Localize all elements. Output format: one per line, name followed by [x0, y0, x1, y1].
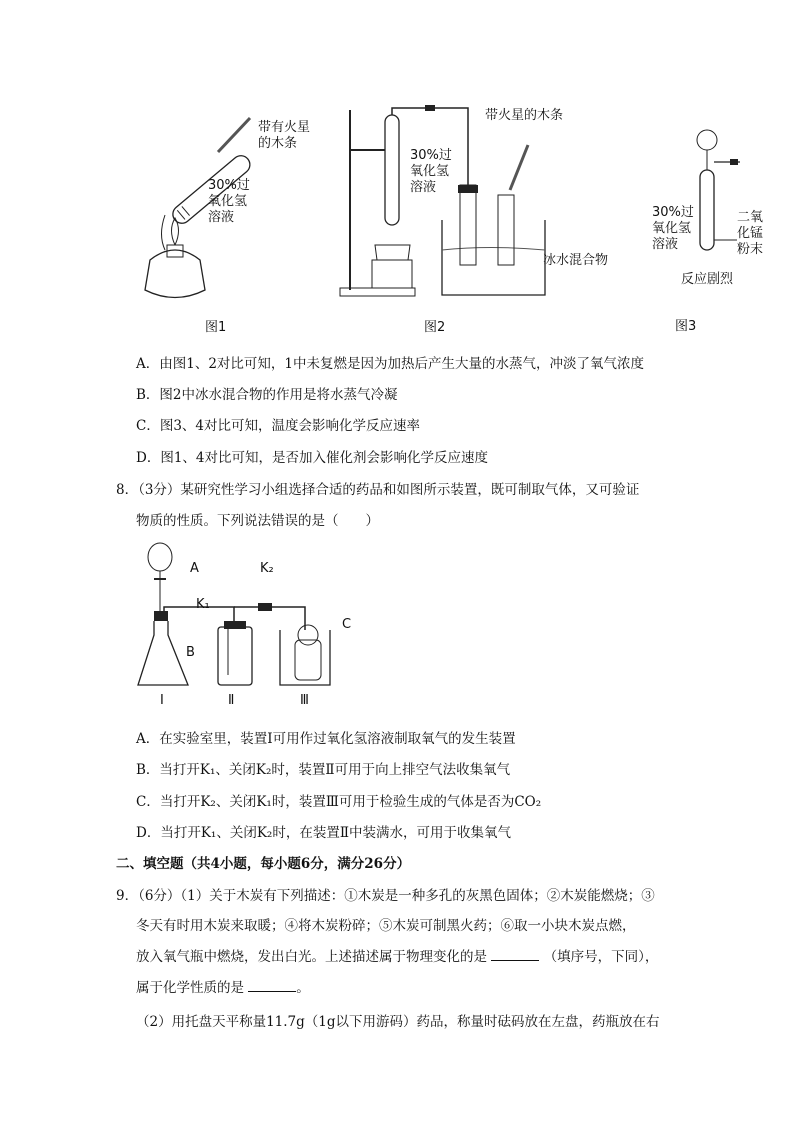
q9-line1: 9．（6分）（1）关于木炭有下列描述：①木炭是一种多孔的灰黑色固体；②木炭能燃烧；③	[116, 888, 655, 904]
q8-option-c: C．当打开K₂、关闭K₁时，装置Ⅲ可用于检验生成的气体是否为CO₂	[136, 794, 542, 810]
fig3-caption: 图3	[675, 319, 697, 334]
fig3-label-result: 反应剧烈	[681, 272, 734, 287]
q8-stem-line2: 物质的性质。下列说法错误的是（ ）	[136, 513, 379, 529]
q7-option-a: A．由图1、2对比可知，1中未复燃是因为加热后产生大量的水蒸气，冲淡了氧气浓度	[136, 356, 645, 372]
figure-3	[645, 120, 794, 340]
q7-option-d: D．图1、4对比可知，是否加入催化剂会影响化学反应速度	[136, 450, 489, 466]
fig2-label-splint: 带火星的木条	[485, 108, 564, 123]
q8-apparatus-figure	[130, 535, 370, 720]
fig2-label-solution: 30%过 氧化氢 溶液	[410, 148, 452, 195]
q8-label-A: A	[190, 561, 199, 576]
q7-option-c: C．图3、4对比可知，温度会影响化学反应速率	[136, 418, 421, 434]
fig1-label-splint: 带有火星 的木条	[258, 120, 311, 151]
q8-stem-line1: 8．（3分）某研究性学习小组选择合适的药品和如图所示装置，既可制取气体，又可验证	[116, 482, 640, 498]
q8-label-K2: K₂	[260, 561, 274, 576]
q9-blank-chemical[interactable]	[248, 979, 296, 992]
q9-line4-text-a: 属于化学性质的是	[136, 980, 244, 996]
fig2-drawing	[330, 100, 630, 340]
fig3-label-solution: 30%过 氧化氢 溶液	[652, 205, 694, 252]
q9-line2: 冬天有时用木炭来取暖；④将木炭粉碎；⑤木炭可制黑火药；⑥取一小块木炭点燃，	[136, 918, 636, 934]
fig1-caption: 图1	[205, 320, 227, 335]
q8-apparatus-drawing	[130, 535, 370, 720]
q7-option-b: B．图2中冰水混合物的作用是将水蒸气冷凝	[136, 387, 398, 403]
q8-label-C: C	[342, 617, 352, 632]
q9-line3	[136, 945, 658, 965]
q9-line4	[136, 976, 310, 996]
fig1-label-solution: 30%过 氧化氢 溶液	[208, 178, 250, 225]
q8-label-II: Ⅱ	[228, 693, 235, 708]
q8-label-III: Ⅲ	[300, 693, 309, 708]
q8-option-b: B．当打开K₁、关闭K₂时，装置Ⅱ可用于向上排空气法收集氧气	[136, 762, 511, 778]
q9-line5: （2）用托盘天平称量11.7g（1g以下用游码）药品，称量时砝码放在左盘，药瓶放在右	[136, 1014, 660, 1030]
fig2-caption: 图2	[424, 320, 446, 335]
q9-blank-physical[interactable]	[491, 948, 539, 961]
q9-line3-text-b: （填序号，下同），	[543, 949, 659, 965]
fig2-label-ice: 冰水混合物	[543, 253, 609, 268]
figure-2	[330, 100, 630, 340]
q8-label-B: B	[186, 645, 195, 660]
q9-line3-text-a: 放入氧气瓶中燃烧，发出白光。上述描述属于物理变化的是	[136, 949, 487, 965]
q8-label-K1: K₁	[196, 597, 210, 612]
q9-line4-text-b: 。	[296, 980, 310, 996]
figure-1	[130, 110, 311, 340]
section-2-heading: 二、填空题（共4小题，每小题6分，满分26分）	[116, 856, 411, 872]
fig3-label-mno2: 二氧 化锰 粉末	[737, 210, 764, 257]
q8-option-d: D．当打开K₁、关闭K₂时，在装置Ⅱ中装满水，可用于收集氧气	[136, 825, 511, 841]
q8-label-I: Ⅰ	[160, 693, 164, 708]
q8-option-a: A．在实验室里，装置Ⅰ可用作过氧化氢溶液制取氧气的发生装置	[136, 731, 516, 747]
